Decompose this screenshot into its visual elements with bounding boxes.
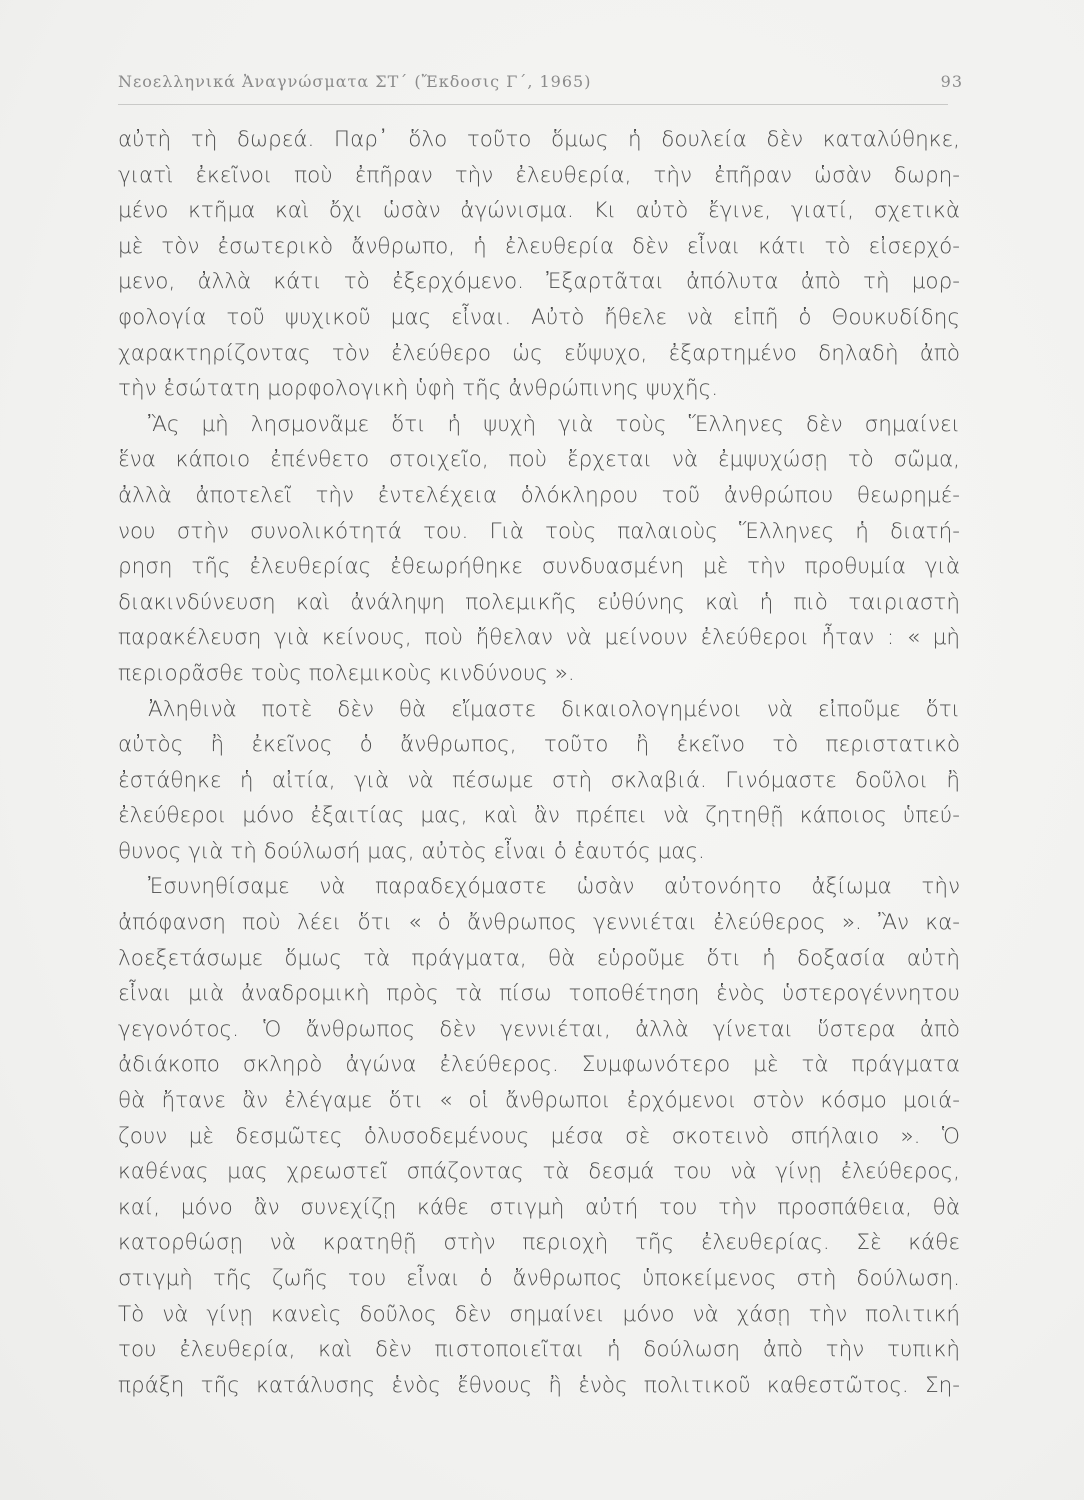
text-line: φολογία τοῦ ψυχικοῦ μας εἶναι. Αὐτὸ ἤθελε νὰ εἰπῆ ὁ Θουκυδίδης (118, 304, 960, 330)
page-number: 93 (940, 72, 963, 91)
text-line: θυνος γιὰ τὴ δούλωσή μας, αὐτὸς εἶναι ὁ ἑαυτός μας. (118, 838, 705, 864)
text-line: ἕνα κάποιο ἐπένθετο στοιχεῖο, ποὺ ἔρχεται νὰ ἐμψυχώσῃ τὸ σῶμα, (118, 447, 960, 473)
text-line: λοεξετάσωμε ὅμως τὰ πράγματα, θὰ εὑροῦμε ὅτι ἡ δοξασία αὐτὴ (118, 945, 960, 971)
text-line: ἐλεύθεροι μόνο ἐξαιτίας μας, καὶ ἂν πρέπει νὰ ζητηθῇ κάποιος ὑπεύ- (118, 803, 960, 829)
text-line: ἀλλὰ ἀποτελεῖ τὴν ἐντελέχεια ὁλόκληρου τοῦ ἀνθρώπου θεωρημέ- (118, 482, 960, 508)
text-line: εἶναι μιὰ ἀναδρομικὴ πρὸς τὰ πίσω τοποθέτηση ἑνὸς ὑστερογέννητου (118, 981, 960, 1007)
text-line: μένο κτῆμα καὶ ὄχι ὡσὰν ἀγώνισμα. Κι αὐτὸ ἔγινε, γιατί, σχετικὰ (118, 198, 960, 224)
text-line: Ἀληθινὰ ποτὲ δὲν θὰ εἴμαστε δικαιολογημένοι νὰ εἰποῦμε ὅτι (148, 696, 960, 722)
text-line: χαρακτηρίζοντας τὸν ἐλεύθερο ὡς εὔψυχο, ἐξαρτημένο δηλαδὴ ἀπὸ (118, 340, 960, 366)
header-rule (118, 104, 948, 105)
text-line: περιορᾶσθε τοὺς πολεμικοὺς κινδύνους ». (118, 660, 575, 686)
text-line: ἀπόφανση ποὺ λέει ὅτι « ὁ ἄνθρωπος γεννιέται ἐλεύθερος ». Ἂν κα- (118, 910, 960, 936)
book-title: Νεοελληνικά Ἀναγνώσματα ΣΤ΄ (Ἔκδοσις Γ΄, 1965) (118, 72, 592, 91)
text-line: Ἂς μὴ λησμονᾶμε ὅτι ἡ ψυχὴ γιὰ τοὺς Ἕλληνες δὲν σημαίνει (148, 411, 960, 437)
text-line: θὰ ἤτανε ἂν ἐλέγαμε ὅτι « οἱ ἄνθρωποι ἐρχόμενοι στὸν κόσμο μοιά- (118, 1088, 960, 1114)
text-line: του ἐλευθερία, καὶ δὲν πιστοποιεῖται ἡ δούλωση ἀπὸ τὴν τυπικὴ (118, 1337, 960, 1363)
text-line: παρακέλευση γιὰ κείνους, ποὺ ἤθελαν νὰ μείνουν ἐλεύθεροι ἦταν : « μὴ (118, 625, 960, 651)
text-line: αὐτὸς ἢ ἐκεῖνος ὁ ἄνθρωπος, τοῦτο ἢ ἐκεῖνο τὸ περιστατικὸ (118, 732, 960, 758)
text-line: Ἐσυνηθίσαμε νὰ παραδεχόμαστε ὡσὰν αὐτονόητο ἀξίωμα τὴν (148, 874, 960, 900)
body-text (118, 122, 960, 1403)
text-line: διακινδύνευση καὶ ἀνάληψη πολεμικῆς εὐθύνης καὶ ἡ πιὸ ταιριαστὴ (118, 589, 960, 615)
text-line: γιατὶ ἐκεῖνοι ποὺ ἐπῆραν τὴν ἐλευθερία, τὴν ἐπῆραν ὡσὰν δωρη- (118, 162, 960, 188)
text-line: γεγονότος. Ὁ ἄνθρωπος δὲν γεννιέται, ἀλλὰ γίνεται ὕστερα ἀπὸ (118, 1016, 960, 1042)
text-line: κατορθώσῃ νὰ κρατηθῇ στὴν περιοχὴ τῆς ἐλευθερίας. Σὲ κάθε (118, 1230, 960, 1256)
text-line: μὲ τὸν ἐσωτερικὸ ἄνθρωπο, ἡ ἐλευθερία δὲν εἶναι κάτι τὸ εἰσερχό- (118, 233, 960, 259)
text-line: Τὸ νὰ γίνῃ κανεὶς δοῦλος δὲν σημαίνει μόνο νὰ χάσῃ τὴν πολιτική (118, 1301, 960, 1327)
text-line: καί, μόνο ἂν συνεχίζῃ κάθε στιγμὴ αὐτή του τὴν προσπάθεια, θὰ (118, 1194, 960, 1220)
text-line: αὐτὴ τὴ δωρεά. Παρ᾽ ὅλο τοῦτο ὅμως ἡ δουλεία δὲν καταλύθηκε, (118, 127, 960, 152)
text-line: καθένας μας χρεωστεῖ σπάζοντας τὰ δεσμά του νὰ γίνῃ ἐλεύθερος, (118, 1159, 960, 1185)
text-line: ἐστάθηκε ἡ αἰτία, γιὰ νὰ πέσωμε στὴ σκλαβιά. Γινόμαστε δοῦλοι ἢ (118, 767, 960, 793)
text-line: μενο, ἀλλὰ κάτι τὸ ἐξερχόμενο. Ἐξαρτᾶται ἀπόλυτα ἀπὸ τὴ μορ- (118, 269, 960, 295)
text-line: νου στὴν συνολικότητά του. Γιὰ τοὺς παλαιοὺς Ἕλληνες ἡ διατή- (118, 518, 960, 544)
text-line: στιγμὴ τῆς ζωῆς του εἶναι ὁ ἄνθρωπος ὑποκείμενος στὴ δούλωση. (118, 1266, 960, 1291)
text-line: ζουν μὲ δεσμῶτες ὁλυσοδεμένους μέσα σὲ σκοτεινὸ σπήλαιο ». Ὁ (118, 1123, 960, 1149)
text-line: πράξη τῆς κατάλυσης ἑνὸς ἔθνους ἢ ἑνὸς πολιτικοῦ καθεστῶτος. Ση- (118, 1372, 960, 1398)
running-head (118, 72, 963, 102)
text-line: ἀδιάκοπο σκληρὸ ἀγώνα ἐλεύθερος. Συμφωνότερο μὲ τὰ πράγματα (118, 1052, 960, 1078)
text-line: τὴν ἐσώτατη μορφολογικὴ ὑφὴ τῆς ἀνθρώπινης ψυχῆς. (118, 376, 719, 402)
text-line: ρηση τῆς ἐλευθερίας ἐθεωρήθηκε συνδυασμένη μὲ τὴν προθυμία γιὰ (118, 554, 960, 580)
